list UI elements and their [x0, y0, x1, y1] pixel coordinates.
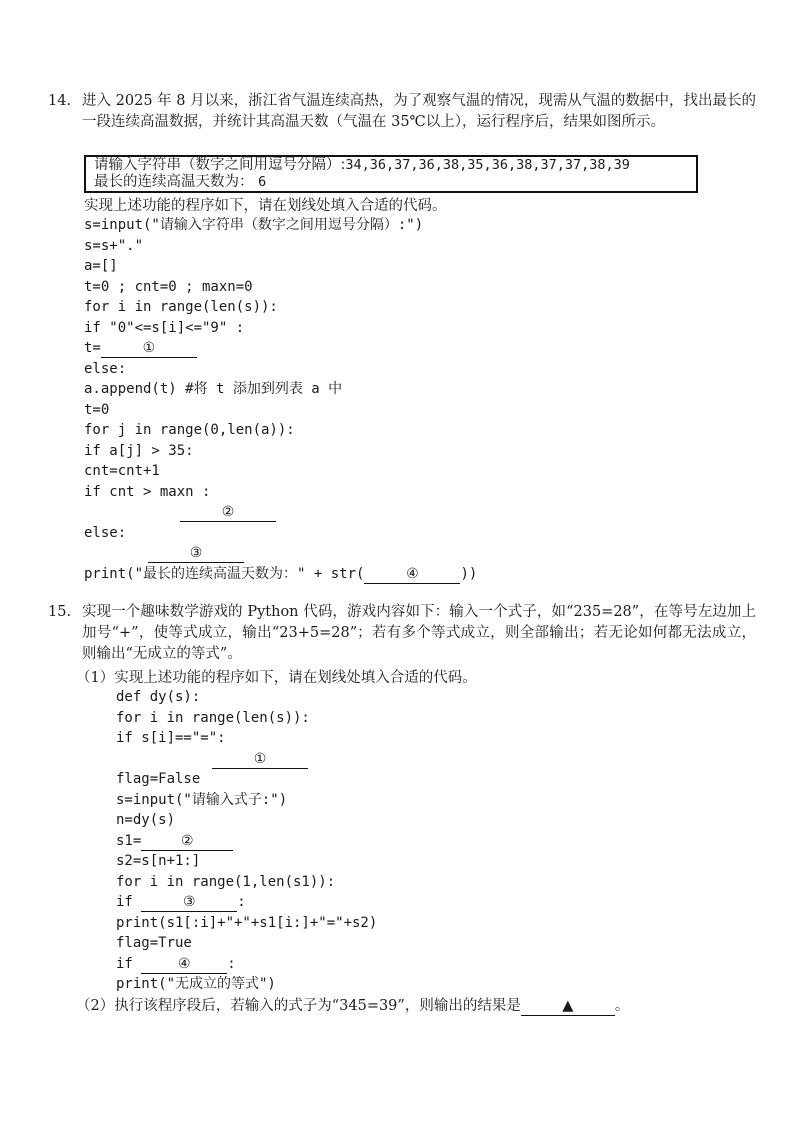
console-result-line	[94, 174, 688, 191]
console-input-line	[94, 157, 688, 174]
code-line	[116, 954, 236, 975]
code-line: a=[]	[84, 258, 118, 274]
code-text: :	[227, 955, 236, 972]
code-line: else:	[84, 360, 127, 377]
console-output-box	[84, 155, 698, 193]
part2-text: （2）执行该程序段后，若输入的式子为“345=39”，则输出的结果是	[76, 998, 521, 1014]
answer-blank-4[interactable]: ④	[364, 565, 460, 584]
q15-part1: （1）实现上述功能的程序如下，请在划线处填入合适的代码。	[76, 670, 477, 686]
code-line	[116, 831, 233, 852]
code-line: s2=s[n+1:]	[116, 853, 201, 869]
console-result-value: 6	[258, 174, 267, 190]
answer-blank-1[interactable]: ①	[101, 339, 197, 358]
q14-code-block	[84, 215, 478, 605]
code-line: else:	[84, 524, 127, 541]
code-text: if	[116, 955, 142, 972]
code-text: t=	[84, 340, 101, 356]
code-line: s=input("请输入字符串（数字之间用逗号分隔）:")	[84, 217, 424, 233]
question-text: 实现一个趣味数学游戏的 Python 代码，游戏内容如下：输入一个式子，如“235=28”，在等号左边加上加号“+”，使等式成立，输出“23+5=28”；若有多个等式成立，则全部输出；若无论如何都无法成立，则输出“无成立的等式”。	[82, 604, 756, 662]
code-line: s=input("请输入式子:")	[116, 791, 288, 808]
console-result-label: 最长的连续高温天数为：	[94, 174, 254, 190]
code-line: a.append(t) #将 t 添加到列表 a 中	[84, 381, 343, 397]
answer-blank-result[interactable]: ▲	[521, 997, 615, 1016]
answer-blank-3[interactable]: ③	[148, 544, 244, 563]
code-line: print("无成立的等式")	[116, 976, 276, 992]
question-number: 15.	[48, 604, 72, 620]
code-line: if cnt > maxn :	[84, 483, 211, 500]
code-line: print(s1[:i]+"+"+s1[i:]+"="+s2)	[116, 914, 378, 931]
code-line: for i in range(1,len(s1)):	[116, 873, 336, 890]
q14-intro: 实现上述功能的程序如下，请在划线处填入合适的代码。	[84, 198, 447, 214]
code-line	[84, 338, 197, 359]
code-line	[148, 543, 244, 564]
code-line: flag=True	[116, 935, 192, 951]
code-line: for i in range(len(s)):	[116, 709, 310, 726]
code-text: print("最长的连续高温天数为：" + str(	[84, 565, 365, 582]
code-line: t=0	[84, 401, 110, 418]
question-number: 14.	[48, 93, 72, 109]
code-line: if a[j] > 35:	[84, 442, 194, 459]
answer-blank-1[interactable]: ①	[212, 750, 308, 769]
code-text: if	[116, 894, 142, 910]
code-line: n=dy(s)	[116, 812, 176, 828]
code-line	[116, 892, 246, 913]
code-text: :	[237, 894, 246, 910]
answer-blank-2[interactable]: ②	[141, 832, 233, 851]
answer-blank-2[interactable]: ②	[180, 503, 276, 522]
code-line: cnt=cnt+1	[84, 463, 160, 479]
code-line: if "0"<=s[i]<="9" :	[84, 319, 245, 336]
answer-blank-4[interactable]: ④	[141, 955, 227, 974]
part2-text: 。	[614, 998, 630, 1014]
code-line: for j in range(0,len(a)):	[84, 422, 295, 438]
code-line: s=s+"."	[84, 237, 144, 254]
question-text: 进入 2025 年 8 月以来，浙江省气温连续高热，为了观察气温的情况，现需从气温的数据中，找出最长的一段连续高温数据，并统计其高温天数（气温在 35℃以上），运行程序后，结果如图所示。	[82, 93, 756, 130]
answer-blank-3[interactable]: ③	[141, 893, 237, 912]
code-text: s1=	[116, 832, 142, 849]
code-line: def dy(s):	[116, 689, 201, 705]
code-line: if s[i]=="=":	[116, 730, 226, 746]
q15-part2	[76, 994, 629, 1016]
question-14	[48, 91, 756, 133]
code-line	[212, 749, 308, 770]
code-line	[84, 564, 477, 585]
code-line	[180, 502, 276, 523]
console-input-value: 34,36,37,36,38,35,36,38,37,37,38,39	[345, 157, 630, 173]
code-line: for i in range(len(s)):	[84, 299, 278, 315]
question-15	[48, 602, 756, 665]
code-line: t=0 ; cnt=0 ; maxn=0	[84, 278, 253, 295]
console-prompt: 请输入字符串（数字之间用逗号分隔）:	[94, 157, 346, 173]
code-text: ))	[460, 565, 478, 582]
code-line: flag=False	[116, 771, 201, 787]
